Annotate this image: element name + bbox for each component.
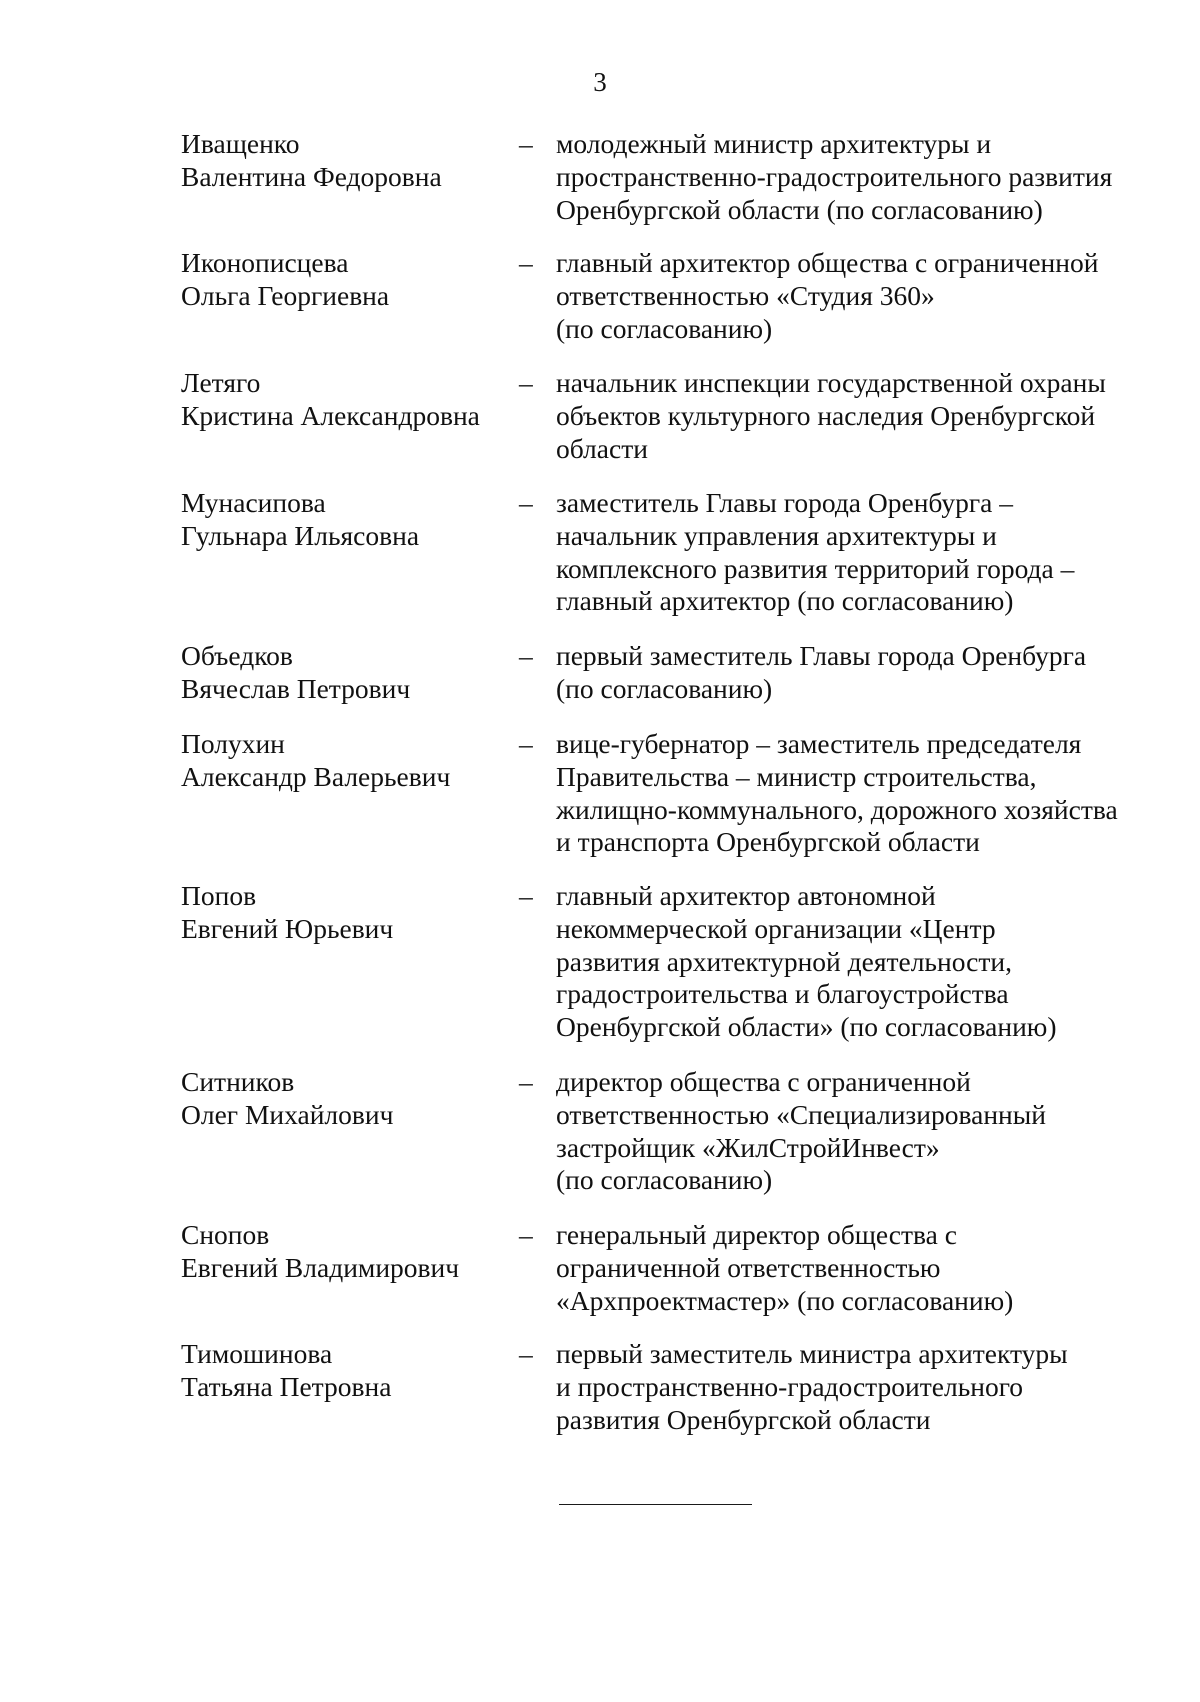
member-role-line: вице-губернатор – заместитель председателя [556, 728, 1082, 759]
member-role-line: развития архитектурной деятельности, [556, 945, 1012, 977]
member-role-line: (по согласованию) [556, 312, 773, 344]
role-dash: – [519, 1338, 533, 1369]
member-role [556, 728, 1156, 859]
member-given-names: Татьяна Петровна [181, 1370, 392, 1402]
member-surname: Ситников [181, 1066, 295, 1097]
member-role-line: ответственностью «Специализированный [556, 1098, 1046, 1130]
role-dash: – [519, 728, 533, 759]
member-role [556, 1338, 1156, 1436]
member-role [556, 128, 1156, 226]
member-role-line: застройщик «ЖилСтройИнвест» [556, 1131, 940, 1163]
member-surname: Мунасипова [181, 487, 326, 518]
member-surname: Полухин [181, 728, 285, 759]
member-given-names: Евгений Владимирович [181, 1251, 460, 1283]
member-surname: Объедков [181, 640, 293, 671]
member-surname: Тимошинова [181, 1338, 333, 1369]
member-name [181, 247, 511, 313]
member-name [181, 128, 511, 194]
member-name [181, 1066, 511, 1132]
member-role-line: градостроительства и благоустройства [556, 978, 1009, 1010]
role-dash: – [519, 640, 533, 671]
member-role-line: директор общества с ограниченной [556, 1066, 971, 1097]
member-role-line: «Архпроектмастер» (по согласованию) [556, 1284, 1014, 1316]
role-dash: – [519, 1219, 533, 1250]
member-given-names: Александр Валерьевич [181, 760, 451, 792]
member-role-line: (по согласованию) [556, 672, 773, 704]
member-surname: Снопов [181, 1219, 270, 1250]
member-name [181, 487, 511, 553]
member-role-line: заместитель Главы города Оренбурга – [556, 487, 1013, 518]
member-role [556, 880, 1156, 1044]
member-role-line: генеральный директор общества с [556, 1219, 957, 1250]
member-role-line: развития Оренбургской области [556, 1403, 931, 1435]
role-dash: – [519, 367, 533, 398]
page-number: 3 [593, 67, 607, 97]
member-role-line: главный архитектор (по согласованию) [556, 585, 1014, 617]
member-role-line: объектов культурного наследия Оренбургской [556, 399, 1096, 431]
member-surname: Попов [181, 880, 257, 911]
member-role-line: (по согласованию) [556, 1164, 773, 1196]
member-role-line: комплексного развития территорий города – [556, 552, 1075, 584]
member-role-line: жилищно-коммунального, дорожного хозяйства [556, 793, 1118, 825]
member-name [181, 640, 511, 706]
member-given-names: Валентина Федоровна [181, 160, 442, 192]
member-name [181, 1338, 511, 1404]
member-role-line: некоммерческой организации «Центр [556, 912, 996, 944]
member-role-line: главный архитектор автономной [556, 880, 936, 911]
member-role [556, 367, 1156, 465]
member-role-line: ограниченной ответственностью [556, 1251, 941, 1283]
end-of-list-rule [559, 1504, 752, 1505]
member-role [556, 487, 1156, 618]
role-dash: – [519, 487, 533, 518]
member-given-names: Гульнара Ильясовна [181, 519, 420, 551]
member-given-names: Евгений Юрьевич [181, 912, 394, 944]
member-role [556, 1219, 1156, 1317]
member-name [181, 1219, 511, 1285]
member-given-names: Олег Михайлович [181, 1098, 394, 1130]
member-role-line: пространственно-градостроительного развития [556, 160, 1113, 192]
member-name [181, 880, 511, 946]
member-name [181, 367, 511, 433]
member-role-line: начальник управления архитектуры и [556, 519, 997, 551]
member-role [556, 640, 1156, 706]
member-role-line: Оренбургской области» (по согласованию) [556, 1011, 1057, 1043]
member-role-line: и транспорта Оренбургской области [556, 826, 980, 858]
member-surname: Иващенко [181, 128, 300, 159]
member-role-line: первый заместитель Главы города Оренбурга [556, 640, 1087, 671]
role-dash: – [519, 128, 533, 159]
member-role-line: молодежный министр архитектуры и [556, 128, 992, 159]
member-role [556, 247, 1156, 345]
member-role-line: и пространственно-градостроительного [556, 1370, 1024, 1402]
member-name [181, 728, 511, 794]
member-given-names: Ольга Георгиевна [181, 279, 390, 311]
member-given-names: Вячеслав Петрович [181, 672, 411, 704]
member-given-names: Кристина Александровна [181, 399, 480, 431]
member-surname: Иконописцева [181, 247, 349, 278]
member-role [556, 1066, 1156, 1197]
member-role-line: Правительства – министр строительства, [556, 760, 1037, 792]
member-role-line: Оренбургской области (по согласованию) [556, 193, 1043, 225]
role-dash: – [519, 247, 533, 278]
role-dash: – [519, 1066, 533, 1097]
role-dash: – [519, 880, 533, 911]
member-role-line: области [556, 432, 648, 464]
member-role-line: первый заместитель министра архитектуры [556, 1338, 1068, 1369]
member-role-line: главный архитектор общества с ограниченной [556, 247, 1099, 278]
member-surname: Летяго [181, 367, 261, 398]
member-role-line: ответственностью «Студия 360» [556, 279, 935, 311]
member-role-line: начальник инспекции государственной охраны [556, 367, 1106, 398]
